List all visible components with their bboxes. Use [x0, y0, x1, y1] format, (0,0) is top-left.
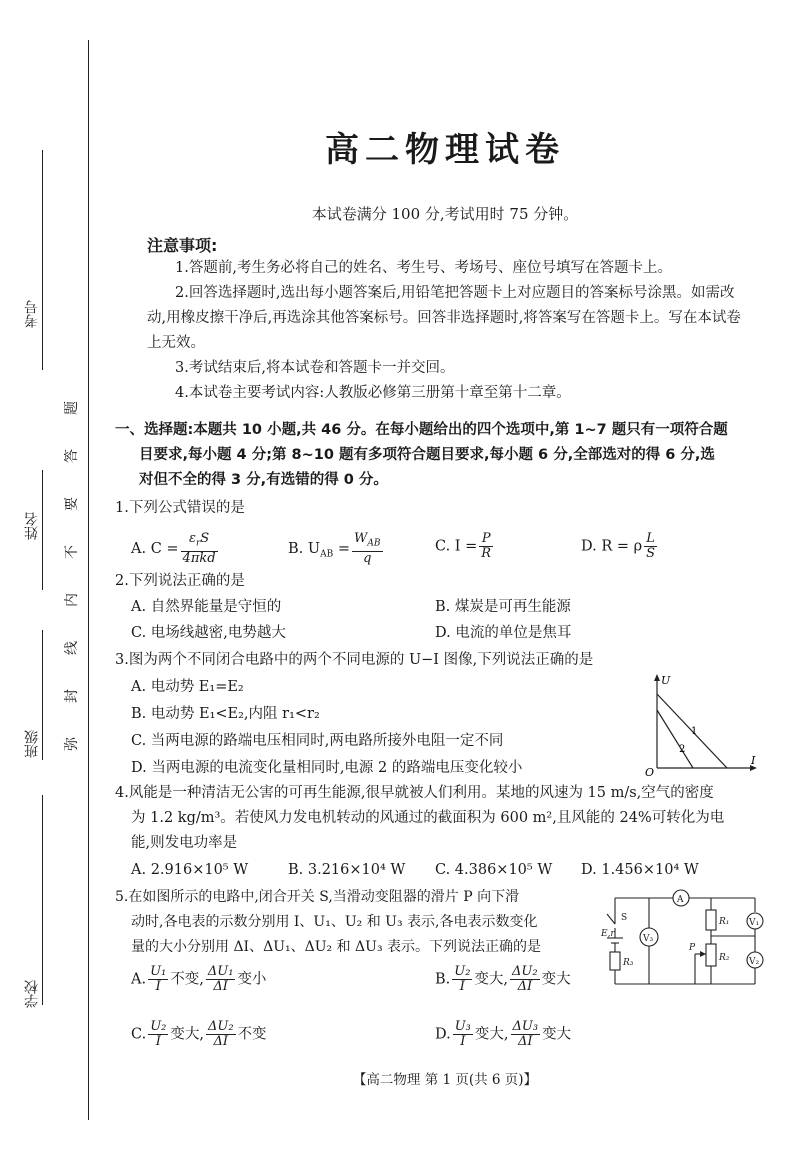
r1-body [706, 910, 716, 930]
q5-d-n2: ΔU₃ [512, 1019, 539, 1034]
label-r3: R₃ [623, 958, 634, 968]
q1-d-num: L [644, 532, 657, 547]
q5-a-t2: 变小 [237, 971, 267, 988]
kaohao-label: 考号 [24, 300, 40, 328]
section-1-header [115, 418, 775, 493]
q5-a-d2: ΔI [213, 979, 228, 994]
label-v1: V₁ [749, 918, 760, 928]
q5-d-n1: U₃ [454, 1019, 471, 1034]
seal-char-2: 要 [64, 497, 80, 511]
xingming-label: 姓名 [24, 512, 40, 540]
q1-b-prefix: B. U [288, 540, 321, 557]
q5-c-n1: U₂ [150, 1019, 167, 1034]
section-1-line-3: 对但不全的得 3 分,有选错的得 0 分。 [139, 472, 388, 488]
r2-body [706, 944, 716, 966]
margin-line-field-2 [42, 470, 43, 590]
label-v3: V₃ [643, 934, 654, 944]
q5-option-b [435, 965, 571, 994]
label-er: E,r [601, 929, 615, 939]
section-1-line-1: 一、选择题:本题共 10 小题,共 46 分。在每小题给出的四个选项中,第 1~7 题只有一项符合题 [115, 422, 728, 438]
margin-line-field-1 [42, 150, 43, 370]
q5-c-frac-2 [206, 1020, 236, 1049]
label-p: P [689, 943, 696, 953]
q5-b-label: B. [435, 971, 451, 988]
notice-heading: 注意事项: [147, 236, 218, 255]
seal-char-7: 弥 [64, 737, 80, 751]
q5-d-t2: 变大 [542, 1026, 572, 1043]
q5-b-n1: U₂ [454, 964, 471, 979]
q5-d-t1: 变大, [474, 1026, 509, 1043]
q3-label-1: 1 [691, 726, 698, 737]
q3-label-o: O [645, 766, 655, 779]
q5-c-frac-1 [148, 1020, 168, 1049]
q3-label-i: I [751, 754, 756, 767]
q3-stem: 3.图为两个不同闭合电路中的两个不同电源的 U−I 图像,下列说法正确的是 [115, 652, 594, 668]
q5-a-t1: 不变, [170, 971, 204, 988]
q5-c-n2: ΔU₂ [207, 1019, 234, 1034]
q1-d-fraction [644, 532, 657, 561]
q1-c-den: R [481, 546, 492, 561]
q5-a-label: A. [131, 971, 147, 988]
q4-option-a: A. 2.916×10⁵ W [131, 862, 249, 878]
q1-c-fraction [479, 532, 493, 561]
q5-a-n1: U₁ [150, 964, 167, 979]
margin-line-field-3 [42, 630, 43, 760]
seal-char-0: 题 [64, 401, 80, 415]
section-1-line-2: 目要求,每小题 4 分;第 8~10 题有多项符合题目要求,每小题 6 分,全部选对的得 6 分,选 [139, 447, 715, 463]
q1-a-num-2: S [200, 531, 210, 546]
q4-line-2: 为 1.2 kg/m³。若使风力发电机转动的风通过的截面积为 600 m²,且风能的 24%可转化为电 [131, 810, 725, 826]
q5-b-frac-2 [510, 965, 540, 994]
q3-ui-graph [645, 672, 765, 778]
q5-c-label: C. [131, 1026, 147, 1043]
margin-line-field-4 [42, 795, 43, 1005]
q5-b-t2: 变大 [541, 971, 571, 988]
q5-b-d2: ΔI [517, 979, 533, 994]
xuexiao-label: 学校 [24, 980, 40, 1008]
r3-body [610, 952, 620, 970]
q1-a-den: 4πkd [182, 550, 216, 566]
notice-list [147, 256, 747, 406]
q5-c-t2: 不变 [237, 1026, 267, 1043]
q2-option-a: A. 自然界能量是守恒的 [131, 599, 282, 615]
q1-a-num-1: ε [188, 531, 196, 546]
q5-d-frac-1 [453, 1020, 473, 1049]
q1-b-num-sub: AB [367, 538, 381, 549]
q5-c-t1: 变大, [170, 1026, 204, 1043]
q5-line-3: 量的大小分别用 ΔI、ΔU₁、ΔU₂ 和 ΔU₃ 表示。下列说法正确的是 [131, 939, 542, 955]
page-footer: 【高二物理 第 1 页(共 6 页)】 [352, 1072, 538, 1088]
notice-item-2: 2.回答选择题时,选出每小题答案后,用铅笔把答题卡上对应题目的答案标号涂黑。如需改动,用橡皮擦干净后,再选涂其他答案标号。回答非选择题时,将答案写在答题卡上。写在本试卷上无效。 [147, 285, 741, 351]
q1-c-prefix: C. I = [435, 538, 478, 555]
notice-item-1: 1.答题前,考生务必将自己的姓名、考生号、考场号、座位号填写在答题卡上。 [175, 260, 672, 276]
notice-item-3: 3.考试结束后,将本试卷和答题卡一并交回。 [175, 360, 455, 376]
q1-b-den: q [363, 550, 372, 566]
q5-line-2: 动时,各电表的示数分别用 I、U₁、U₂ 和 U₃ 表示,各电表示数变化 [131, 914, 538, 930]
q5-a-n2: ΔU₁ [207, 964, 234, 979]
q4-option-d: D. 1.456×10⁴ W [581, 862, 699, 878]
q2-option-d: D. 电流的单位是焦耳 [435, 625, 572, 641]
q1-b-eq: = [333, 540, 350, 557]
switch-blade [607, 914, 615, 924]
q4-option-c: C. 4.386×10⁵ W [435, 862, 553, 878]
q1-a-fraction: $\frac{\varepsilon_rS}{\text{4πkd}}$ [182, 531, 216, 566]
seal-char-5: 线 [64, 641, 80, 655]
notice-item-4: 4.本试卷主要考试内容:人教版必修第三册第十章至第十二章。 [175, 385, 571, 401]
q1-option-d [581, 532, 659, 561]
q2-option-b: B. 煤炭是可再生能源 [435, 599, 571, 615]
q3-u-arrow [654, 674, 660, 681]
q1-b-num: W [354, 531, 368, 546]
q3-option-c: C. 当两电源的路端电压相同时,两电路所接外电阻一定不同 [131, 733, 504, 749]
q5-line-1: 5.在如图所示的电路中,闭合开关 S,当滑动变阻器的滑片 P 向下滑 [115, 889, 520, 905]
q3-line-2 [657, 710, 693, 768]
banji-label: 班级 [24, 730, 40, 758]
q5-option-c [131, 1020, 267, 1049]
label-v2: V₂ [749, 957, 760, 967]
seal-char-6: 封 [64, 689, 80, 703]
exam-info: 本试卷满分 100 分,考试用时 75 分钟。 [311, 205, 579, 223]
q5-d-frac-2 [511, 1020, 541, 1049]
page-title: 高二物理试卷 [325, 130, 565, 170]
q3-option-b: B. 电动势 E₁<E₂,内阻 r₁<r₂ [131, 706, 320, 722]
q5-circuit-diagram [603, 888, 763, 992]
q5-b-frac-1 [452, 965, 472, 994]
binding-margin [0, 0, 100, 1159]
q5-d-label: D. [435, 1026, 451, 1043]
margin-line-outer [88, 40, 89, 1120]
q5-b-d1: I [459, 979, 465, 994]
q1-b-fraction [352, 532, 383, 566]
q1-d-den: S [646, 546, 656, 561]
q5-d-d1: I [460, 1034, 466, 1049]
q3-label-2: 2 [679, 744, 686, 755]
q2-option-c: C. 电场线越密,电势越大 [131, 625, 286, 641]
q4-line-1: 4.风能是一种清洁无公害的可再生能源,很早就被人们利用。某地的风速为 15 m/s,空气的密度 [115, 785, 714, 801]
seal-char-4: 内 [64, 593, 80, 607]
q5-c-d2: ΔI [213, 1034, 229, 1049]
q1-option-b [288, 532, 385, 568]
q1-b-sub: AB [320, 549, 334, 560]
q5-a-frac-1 [148, 965, 168, 994]
q5-c-d1: I [155, 1034, 161, 1049]
q5-b-n2: ΔU₂ [512, 964, 538, 979]
q5-d-d2: ΔI [518, 1034, 533, 1049]
label-s: S [621, 913, 628, 923]
q4-line-3: 能,则发电功率是 [131, 835, 238, 851]
label-r1: R₁ [719, 917, 730, 927]
q3-option-a: A. 电动势 E₁=E₂ [131, 679, 244, 695]
q1-a-prefix: A. C = [131, 540, 179, 557]
q1-option-a [131, 532, 220, 566]
label-a: A [677, 895, 684, 905]
q5-option-d [435, 1020, 571, 1049]
q5-b-t1: 变大, [474, 971, 509, 988]
q1-option-c [435, 532, 495, 561]
seal-char-1: 答 [64, 449, 80, 463]
q5-a-frac-2 [206, 965, 236, 994]
q5-option-a [131, 965, 266, 994]
q1-stem: 1.下列公式错误的是 [115, 500, 245, 516]
q5-a-d1: I [155, 979, 161, 994]
q3-label-u: U [661, 674, 671, 687]
exam-page [105, 0, 785, 1159]
slider-arrow [700, 951, 706, 957]
q1-c-num: P [479, 532, 493, 547]
q4-option-b: B. 3.216×10⁴ W [288, 862, 406, 878]
q3-option-d: D. 当两电源的电流变化量相同时,电源 2 的路端电压变化较小 [131, 760, 523, 776]
seal-char-3: 不 [64, 545, 80, 559]
q1-d-prefix: D. R = ρ [581, 538, 643, 555]
label-r2: R₂ [719, 953, 730, 963]
q2-stem: 2.下列说法正确的是 [115, 573, 245, 589]
